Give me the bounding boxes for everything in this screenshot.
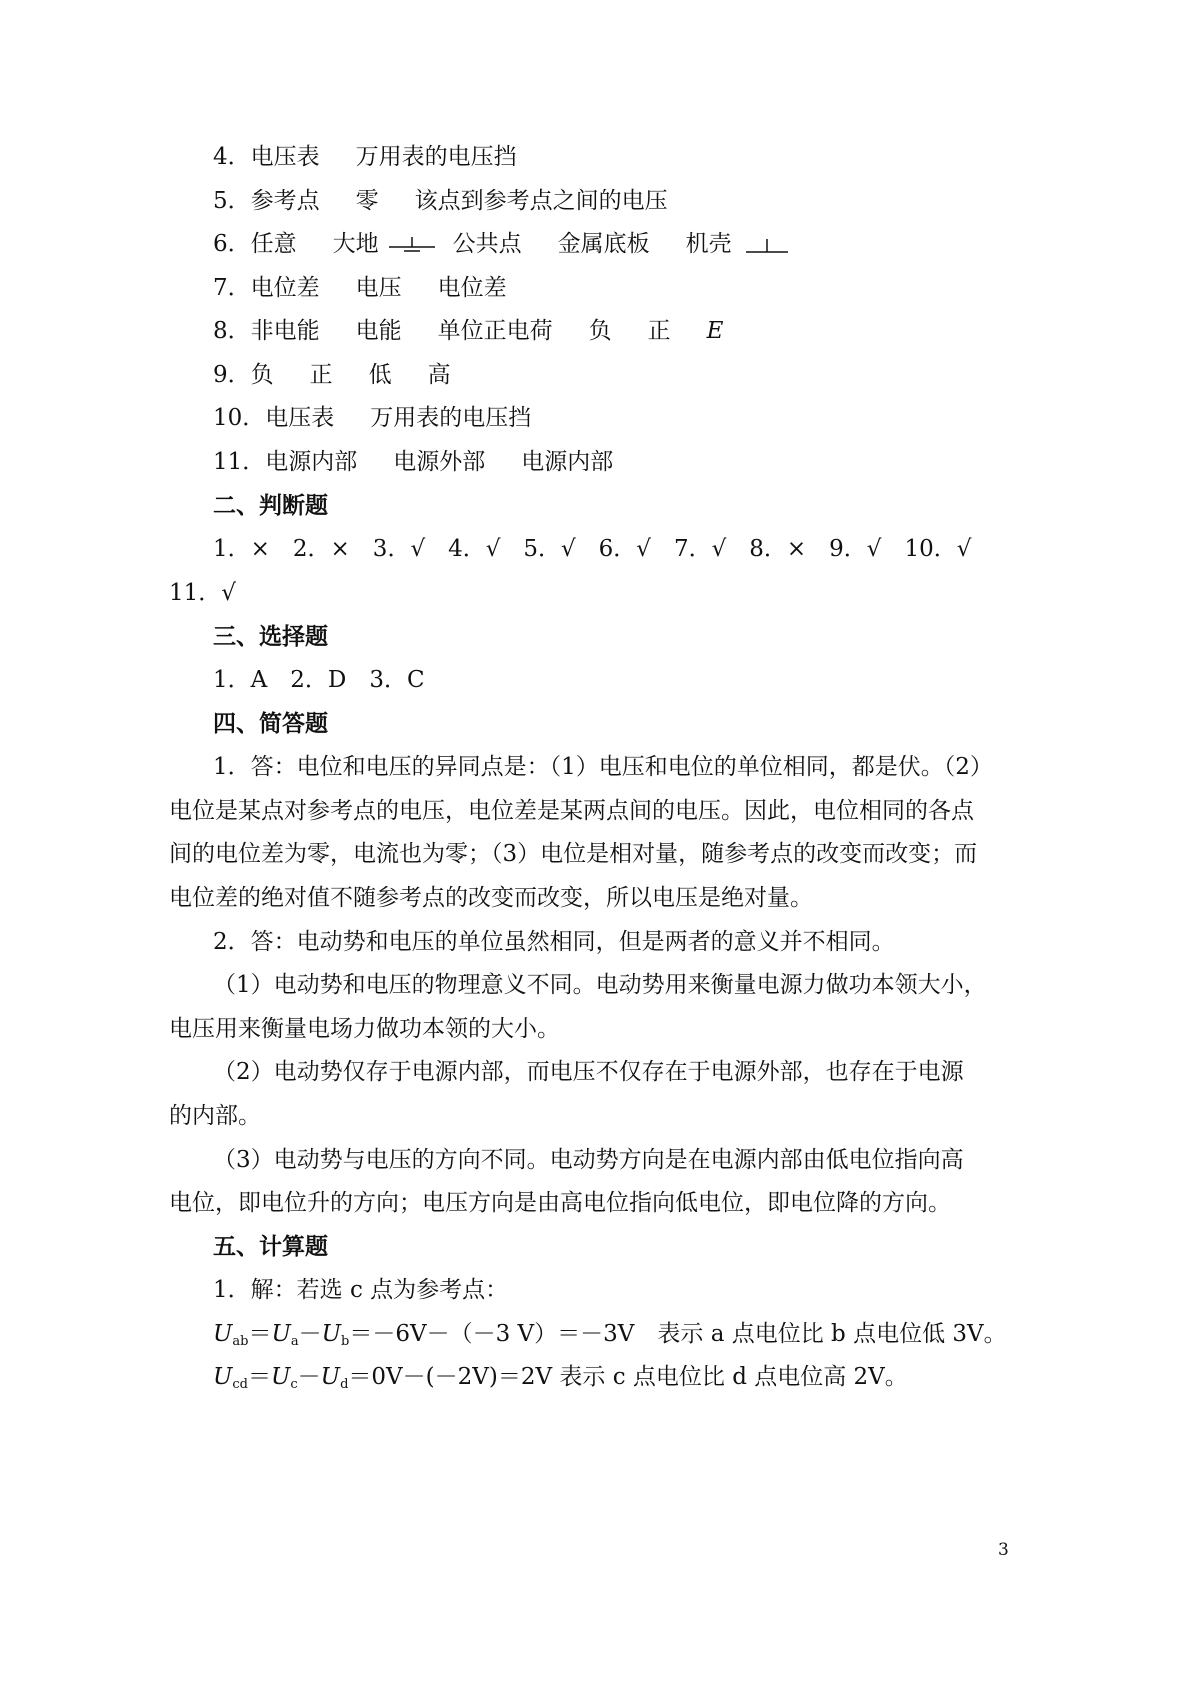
answer: 负: [250, 362, 274, 388]
item-number: 11．: [213, 449, 266, 475]
voltage-symbol: U: [213, 1364, 233, 1390]
chassis-ground-symbol-icon: [742, 233, 788, 257]
equation-rest: ＝－6V－（－3 V）＝－3V 表示 a 点电位比 b 点电位低 3V。: [349, 1321, 1007, 1347]
answer: 高: [427, 362, 451, 388]
item-number: 8．: [213, 318, 251, 344]
answer: 电位差: [437, 275, 507, 301]
item-number: 10．: [213, 405, 266, 431]
calc-equation-1: $U_{ab}=U_a-U_b=-6V-(-3$ V）＝－3V 表示 a 点电位比 b 点电位低 3V。: [213, 1321, 1007, 1349]
subscript: d: [340, 1377, 349, 1392]
choice-answers: 1．A 2．D 3．C: [213, 667, 425, 693]
voltage-symbol: U: [271, 1364, 291, 1390]
answer: 大地: [332, 231, 379, 257]
voltage-symbol: U: [213, 1321, 233, 1347]
answer-line-11: [213, 447, 613, 477]
section-title-short: 四、简答题: [213, 710, 328, 737]
calc-intro: 1．解：若选 c 点为参考点：: [213, 1277, 509, 1303]
answer: 万用表的电压挡: [355, 144, 517, 170]
answer-line-6: [213, 229, 806, 259]
answer: 非电能: [250, 318, 320, 344]
answer: 电能: [355, 318, 402, 344]
item-number: 5．: [213, 188, 251, 214]
answer: 公共点: [452, 231, 522, 257]
answer: 零: [355, 188, 379, 214]
emf-symbol: E: [706, 318, 724, 344]
answer-line-7: [213, 273, 507, 303]
answer: 正: [647, 318, 671, 344]
answer-line-4: [213, 142, 517, 172]
item-number: 9．: [213, 362, 251, 388]
subscript: a: [290, 1334, 299, 1349]
answer: 电源内部: [521, 449, 614, 475]
answer: 电源内部: [265, 449, 358, 475]
short-a1-line-4: 电位差的绝对值不随参考点的改变而改变，所以电压是绝对量。: [169, 885, 813, 911]
answer: 任意: [250, 231, 297, 257]
short-a2: 2．答：电动势和电压的单位虽然相同，但是两者的意义并不相同。: [213, 929, 895, 955]
answer: 电压表: [265, 405, 335, 431]
short-a2-point-2-line-1: （2）电动势仅存于电源内部，而电压不仅存在于电源外部，也存在于电源: [213, 1059, 964, 1085]
answer: 单位正电荷: [437, 318, 553, 344]
answer-line-8: [213, 316, 723, 346]
short-a2-point-1-line-2: 电压用来衡量电场力做功本领的大小。: [169, 1016, 560, 1042]
short-a1-line-3: 间的电位差为零，电流也为零；（3）电位是相对量，随参考点的改变而改变；而: [169, 841, 978, 867]
item-number: 4．: [213, 144, 251, 170]
voltage-symbol: U: [320, 1364, 341, 1390]
section-title-judge: 二、判断题: [213, 492, 328, 519]
answer-line-10: [213, 403, 531, 433]
answer: 电压表: [250, 144, 320, 170]
judge-answers-line-1: 1．× 2．× 3．√ 4．√ 5．√ 6．√ 7．√ 8．× 9．√ 10．√: [213, 536, 972, 562]
answer: 正: [309, 362, 333, 388]
judge-answers-line-2: 11．√: [169, 580, 236, 606]
page-number: 3: [998, 1540, 1009, 1560]
section-title-calc: 五、计算题: [213, 1233, 328, 1260]
voltage-symbol: U: [271, 1321, 291, 1347]
equation-rest: ＝0V－(－2V)＝2V 表示 c 点电位比 d 点电位高 2V。: [348, 1364, 908, 1390]
answer: 该点到参考点之间的电压: [414, 188, 668, 214]
subscript: cd: [232, 1377, 248, 1392]
short-a1-line-1: 1．答：电位和电压的异同点是：（1）电压和电位的单位相同，都是伏。（2）: [213, 754, 993, 780]
subscript: b: [341, 1334, 350, 1349]
earth-ground-symbol-icon: [389, 233, 435, 257]
answer: 机壳: [685, 231, 732, 257]
answer: 低: [368, 362, 392, 388]
subscript: ab: [232, 1334, 249, 1349]
subscript: c: [290, 1377, 298, 1392]
answer: 电压: [355, 275, 402, 301]
answer: 负: [588, 318, 612, 344]
item-number: 7．: [213, 275, 251, 301]
answer: 电位差: [250, 275, 320, 301]
short-a2-point-2-line-2: 的内部。: [169, 1103, 261, 1129]
section-title-choice: 三、选择题: [213, 623, 328, 650]
answer: 金属底板: [557, 231, 650, 257]
calc-equation-2: $U_{cd}=U_c-U_d=0V-(-2V)=2V$ 表示 c 点电位比 d 点电位高 2V。: [213, 1364, 908, 1392]
voltage-symbol: U: [321, 1321, 342, 1347]
short-a2-point-3-line-2: 电位，即电位升的方向；电压方向是由高电位指向低电位，即电位降的方向。: [169, 1190, 951, 1216]
answer-line-5: [213, 186, 668, 216]
answer: 参考点: [250, 188, 320, 214]
answer: 万用表的电压挡: [370, 405, 532, 431]
short-a2-point-3-line-1: （3）电动势与电压的方向不同。电动势方向是在电源内部由低电位指向高: [213, 1147, 964, 1173]
short-a1-line-2: 电位是某点对参考点的电压，电位差是某两点间的电压。因此，电位相同的各点: [169, 798, 974, 824]
answer: 电源外部: [393, 449, 486, 475]
answer-line-9: [213, 360, 451, 390]
short-a2-point-1-line-1: （1）电动势和电压的物理意义不同。电动势用来衡量电源力做功本领大小，: [213, 972, 987, 998]
item-number: 6．: [213, 231, 251, 257]
